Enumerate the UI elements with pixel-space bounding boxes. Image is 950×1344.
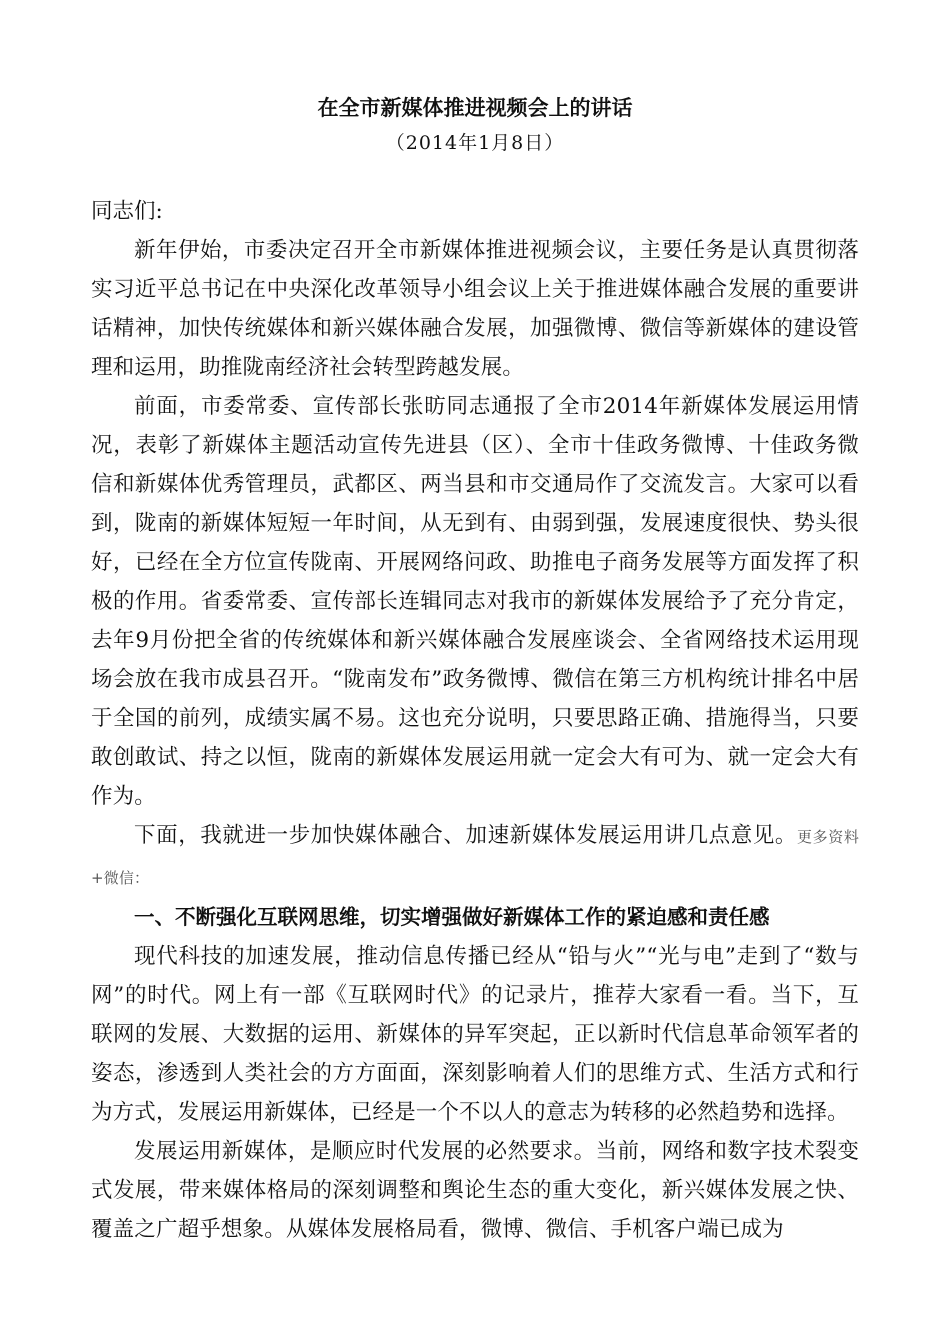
document-date: （2014年1月8日） — [385, 132, 565, 154]
section-heading: 一、不断强化互联网思维，切实增强做好新媒体工作的紧迫感和责任感 — [134, 905, 770, 929]
document-page — [91, 92, 859, 1249]
body-paragraph-2: 前面，市委常委、宣传部长张昉同志通报了全市2014年新媒体发展运用情况，表彰了新媒体主题活动宣传先进县（区）、全市十佳政务微博、十佳政务微信和新媒体优秀管理员，武都区、两当县和市交通局作了交流发言。大家可以看到，陇南的新媒体短短一年时间，从无到有、由弱到强，发展速度很快、势头很好，已经在全方位宣传陇南、开展网络问政、助推电子商务发展等方面发挥了积极的作用。省委常委、宣传部长连辑同志对我市的新媒体发展给予了充分肯定，去年9月份把全省的传统媒体和新兴媒体融合发展座谈会、全省网络技术运用现场会放在我市成县召开。“陇南发布”政务微博、微信在第三方机构统计排名中居于全国的前列，成绩实属不易。这也充分说明，只要思路正确、措施得当，只要敢创敢试、持之以恒，陇南的新媒体发展运用就一定会大有可为、就一定会大有作为。 — [91, 394, 859, 809]
closing-paragraph-text: 下面，我就进一步加快媒体融合、加速新媒体发展运用讲几点意见。 — [134, 823, 798, 848]
section-paragraph-2: 发展运用新媒体，是顺应时代发展的必然要求。当前，网络和数字技术裂变式发展，带来媒体格局的深刻调整和舆论生态的重大变化，新兴媒体发展之快、覆盖之广超乎想象。从媒体发展格局看，微博、微信、手机客户端已成为 — [91, 1139, 859, 1242]
body-paragraph-1: 新年伊始，市委决定召开全市新媒体推进视频会议，主要任务是认真贯彻落实习近平总书记在中央深化改革领导小组会议上关于推进媒体融合发展的重要讲话精神，加快传统媒体和新兴媒体融合发展，加强微博、微信等新媒体的建设管理和运用，助推陇南经济社会转型跨越发展。 — [91, 238, 859, 380]
salutation: 同志们: — [91, 199, 163, 224]
section-paragraph-1: 现代科技的加速发展，推动信息传播已经从“铅与火”“光与电”走到了“数与网”的时代。网上有一部《互联网时代》的记录片，推荐大家看一看。当下，互联网的发展、大数据的运用、新媒体的异军突起，正以新时代信息革命领军者的姿态，渗透到人类社会的方方面面，深刻影响着人们的思维方式、生活方式和行为方式，发展运用新媒体，已经是一个不以人的意志为转移的必然趋势和选择。 — [91, 944, 859, 1125]
closing-paragraph — [91, 816, 859, 898]
inline-note: 更多资料+微信： — [91, 828, 859, 887]
document-title: 在全市新媒体推进视频会上的讲话 — [317, 95, 633, 120]
